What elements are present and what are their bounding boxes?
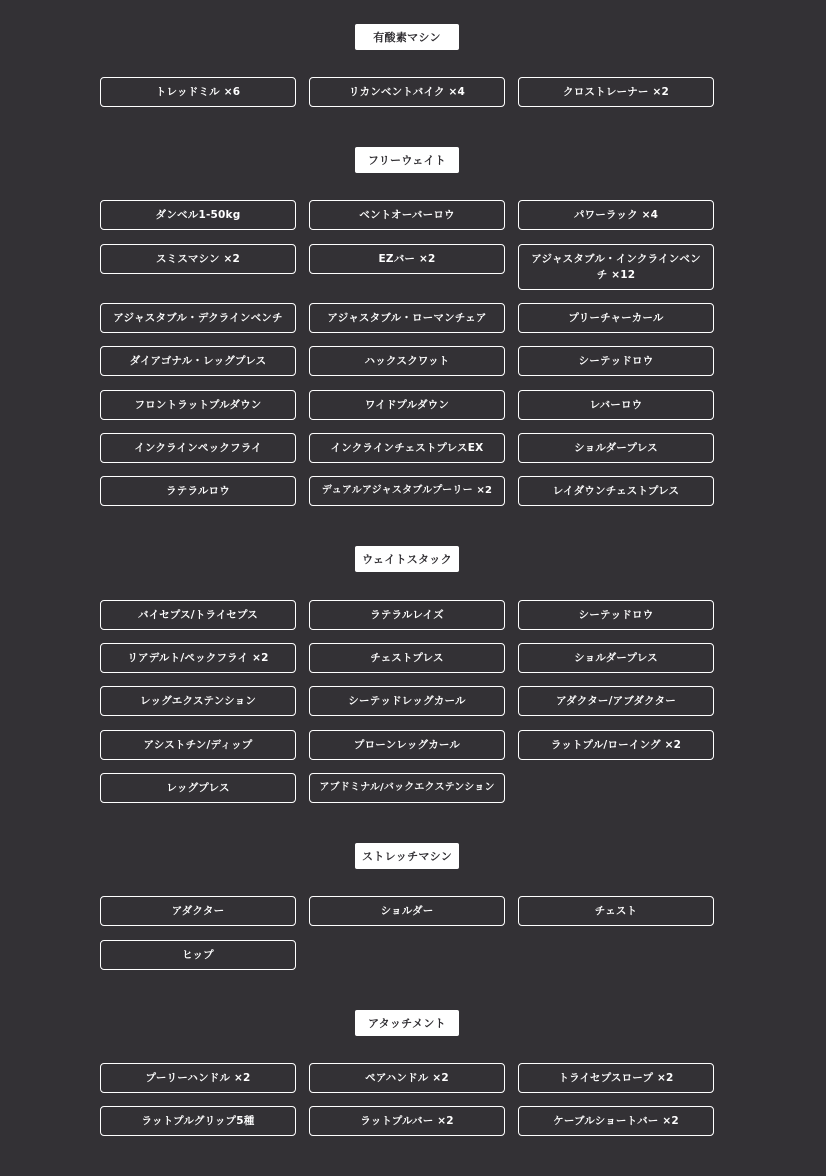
- equipment-item: プローンレッグカール: [309, 730, 505, 760]
- equipment-item: ペアハンドル ×2: [309, 1063, 505, 1093]
- equipment-item: レバーロウ: [518, 390, 714, 420]
- equipment-item: トレッドミル ×6: [100, 77, 296, 107]
- equipment-item: クロストレーナー ×2: [518, 77, 714, 107]
- equipment-item: レッグエクステンション: [100, 686, 296, 716]
- equipment-item: アジャスタブル・インクラインベンチ ×12: [518, 244, 714, 290]
- equipment-item: レッグプレス: [100, 773, 296, 803]
- equipment-item: ベントオーバーロウ: [309, 200, 505, 230]
- equipment-item: シーテッドレッグカール: [309, 686, 505, 716]
- equipment-item: ダイアゴナル・レッグプレス: [100, 346, 296, 376]
- equipment-item: バイセプス/トライセプス: [100, 600, 296, 630]
- equipment-item: ハックスクワット: [309, 346, 505, 376]
- equipment-item: ケーブルショートバー ×2: [518, 1106, 714, 1136]
- equipment-item: アダクター/アブダクター: [518, 686, 714, 716]
- equipment-item: フロントラットプルダウン: [100, 390, 296, 420]
- section-title-stretch: ストレッチマシン: [355, 843, 459, 869]
- equipment-item: リカンベントバイク ×4: [309, 77, 505, 107]
- equipment-item: アシストチン/ディップ: [100, 730, 296, 760]
- equipment-item: デュアルアジャスタブルプーリー ×2: [309, 476, 505, 506]
- equipment-item: チェスト: [518, 896, 714, 926]
- equipment-item: アジャスタブル・ローマンチェア: [309, 303, 505, 333]
- equipment-item: ラテラルロウ: [100, 476, 296, 506]
- equipment-item: ラットプルグリップ5種: [100, 1106, 296, 1136]
- equipment-item: EZバー ×2: [309, 244, 505, 274]
- section-title-cardio: 有酸素マシン: [355, 24, 459, 50]
- equipment-item: ワイドプルダウン: [309, 390, 505, 420]
- equipment-item: アブドミナル/バックエクステンション: [309, 773, 505, 803]
- equipment-item: インクラインペックフライ: [100, 433, 296, 463]
- equipment-item: ショルダープレス: [518, 643, 714, 673]
- equipment-item: インクラインチェストプレスEX: [309, 433, 505, 463]
- section-title-weight-stack: ウェイトスタック: [355, 546, 459, 572]
- equipment-item: ショルダー: [309, 896, 505, 926]
- equipment-item: チェストプレス: [309, 643, 505, 673]
- equipment-item: ラットプル/ローイング ×2: [518, 730, 714, 760]
- equipment-item: ラットプルバー ×2: [309, 1106, 505, 1136]
- equipment-item: ダンベル1-50kg: [100, 200, 296, 230]
- equipment-item: プーリーハンドル ×2: [100, 1063, 296, 1093]
- equipment-item: レイダウンチェストプレス: [518, 476, 714, 506]
- equipment-item: プリーチャーカール: [518, 303, 714, 333]
- equipment-item: トライセプスロープ ×2: [518, 1063, 714, 1093]
- equipment-item: スミスマシン ×2: [100, 244, 296, 274]
- equipment-item: アジャスタブル・デクラインベンチ: [100, 303, 296, 333]
- equipment-item: ショルダープレス: [518, 433, 714, 463]
- section-title-free-weight: フリーウェイト: [355, 147, 459, 173]
- equipment-item: シーテッドロウ: [518, 346, 714, 376]
- equipment-item: リアデルト/ペックフライ ×2: [100, 643, 296, 673]
- equipment-item: アダクター: [100, 896, 296, 926]
- equipment-item: パワーラック ×4: [518, 200, 714, 230]
- section-title-attachment: アタッチメント: [355, 1010, 459, 1036]
- equipment-item: ラテラルレイズ: [309, 600, 505, 630]
- equipment-item: ヒップ: [100, 940, 296, 970]
- equipment-item: シーテッドロウ: [518, 600, 714, 630]
